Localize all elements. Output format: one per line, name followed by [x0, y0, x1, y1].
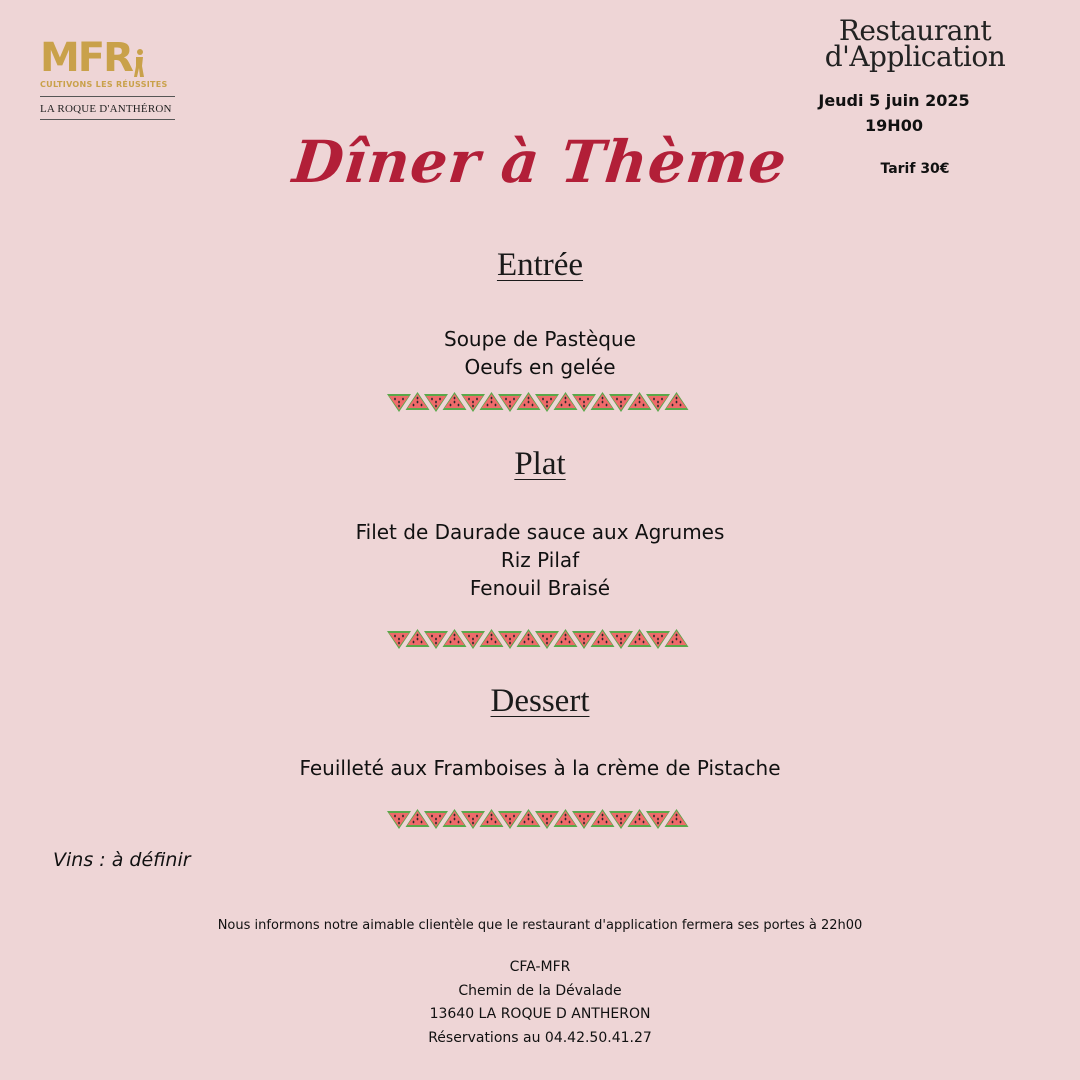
event-price: Tarif 30€	[880, 161, 950, 177]
entree-items	[0, 325, 1080, 381]
watermelon-divider	[0, 805, 1080, 837]
menu-item: Oeufs en gelée	[464, 355, 616, 379]
section-entree	[0, 247, 1080, 284]
event-date: Jeudi 5 juin 2025	[818, 91, 970, 110]
watermelon-row	[387, 388, 693, 420]
logo-tagline: CULTIVONS LES RÉUSSITES	[40, 80, 168, 89]
watermelon-divider	[0, 625, 1080, 657]
address-line: CFA-MFR	[509, 959, 571, 975]
restaurant-name-line1: Restaurant	[838, 14, 992, 47]
menu-item: Fenouil Braisé	[469, 576, 611, 600]
event-time: 19H00	[865, 116, 923, 135]
wines-note: Vins : à définir	[53, 849, 191, 871]
dessert-items	[0, 754, 1080, 782]
section-heading-entree: Entrée	[496, 247, 584, 283]
logo-place: LA ROQUE D'ANTHÉRON	[40, 103, 172, 115]
menu-item: Filet de Daurade sauce aux Agrumes	[355, 520, 725, 544]
watermelon-row	[387, 805, 693, 837]
restaurant-name	[800, 14, 1030, 73]
closing-notice: Nous informons notre aimable clientèle que le restaurant d'application fermera ses portes à 22h00	[217, 918, 863, 933]
logo-divider	[40, 96, 175, 97]
restaurant-name-line2: d'Application	[824, 40, 1006, 73]
menu-item: Feuilleté aux Framboises à la crème de Pistache	[299, 756, 781, 780]
logo-mark	[40, 35, 175, 81]
page-title: Dîner à Thème	[289, 128, 791, 196]
menu-item: Soupe de Pastèque	[444, 327, 636, 351]
mfr-logo	[40, 35, 175, 120]
logo-divider	[40, 119, 175, 120]
logo-mark-text: MFR	[40, 35, 132, 81]
menu-item: Riz Pilaf	[500, 548, 580, 572]
section-dessert	[0, 683, 1080, 720]
watermelon-divider	[0, 388, 1080, 420]
section-plat	[0, 446, 1080, 483]
section-heading-plat: Plat	[514, 446, 566, 482]
reservation-phone: Réservations au 04.42.50.41.27	[428, 1029, 652, 1046]
person-icon	[133, 48, 145, 78]
watermelon-row	[387, 625, 693, 657]
section-heading-dessert: Dessert	[490, 683, 590, 719]
address-block	[0, 956, 1080, 1050]
plat-items	[0, 518, 1080, 602]
address-line: Chemin de la Dévalade	[458, 982, 622, 999]
address-line: 13640 LA ROQUE D ANTHERON	[429, 1006, 651, 1022]
